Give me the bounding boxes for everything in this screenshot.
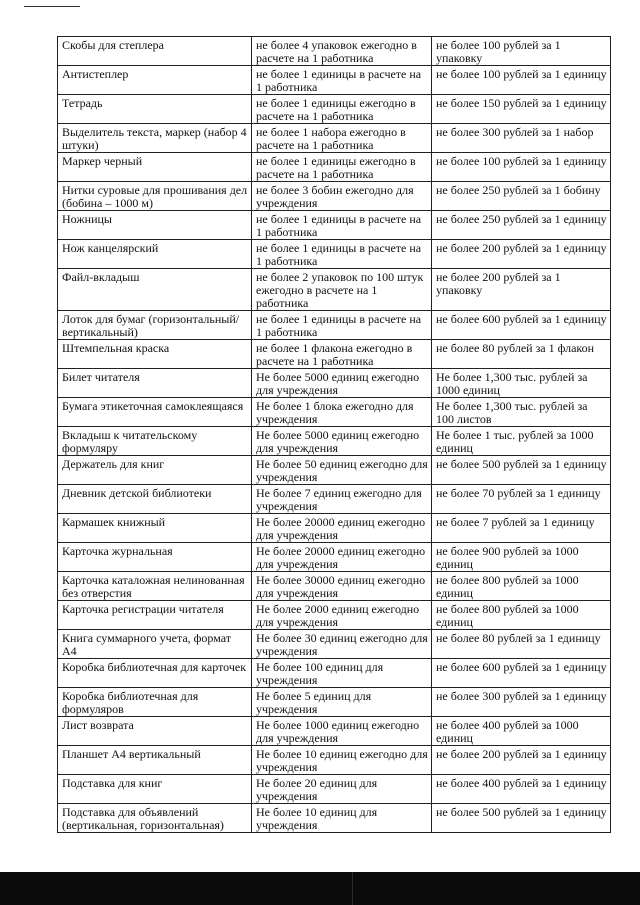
price-cell: не более 400 рублей за 1000 единиц (432, 717, 611, 746)
quantity-cell: не более 1 единицы в расчете на 1 работника (252, 240, 432, 269)
table-row (58, 269, 611, 311)
quantity-cell: не более 1 набора ежегодно в расчете на 1 работника (252, 124, 432, 153)
item-cell: Карточка каталожная нелинованная без отверстия (58, 572, 252, 601)
quantity-cell: не более 1 единицы ежегодно в расчете на 1 работника (252, 153, 432, 182)
quantity-cell: Не более 7 единиц ежегодно для учреждения (252, 485, 432, 514)
item-cell: Антистеплер (58, 66, 252, 95)
price-cell: не более 200 рублей за 1 единицу (432, 746, 611, 775)
item-cell: Подставка для объявлений (вертикальная, горизонтальная) (58, 804, 252, 833)
price-cell: не более 80 рублей за 1 флакон (432, 340, 611, 369)
price-cell: не более 500 рублей за 1 единицу (432, 456, 611, 485)
table-row (58, 514, 611, 543)
price-cell: не более 80 рублей за 1 единицу (432, 630, 611, 659)
quantity-cell: Не более 1000 единиц ежегодно для учреждения (252, 717, 432, 746)
price-cell: не более 200 рублей за 1 упаковку (432, 269, 611, 311)
price-cell: не более 200 рублей за 1 единицу (432, 240, 611, 269)
item-cell: Кармашек книжный (58, 514, 252, 543)
item-cell: Книга суммарного учета, формат А4 (58, 630, 252, 659)
item-cell: Ножницы (58, 211, 252, 240)
table-row (58, 775, 611, 804)
price-cell: не более 250 рублей за 1 единицу (432, 211, 611, 240)
table-row (58, 456, 611, 485)
price-cell: не более 600 рублей за 1 единицу (432, 311, 611, 340)
price-cell: не более 900 рублей за 1000 единиц (432, 543, 611, 572)
item-cell: Карточка журнальная (58, 543, 252, 572)
item-cell: Планшет А4 вертикальный (58, 746, 252, 775)
top-rule (24, 6, 80, 7)
table-row (58, 572, 611, 601)
price-cell: Не более 1,300 тыс. рублей за 100 листов (432, 398, 611, 427)
table-row (58, 717, 611, 746)
quantity-cell: не более 4 упаковок ежегодно в расчете на 1 работника (252, 37, 432, 66)
price-cell: не более 100 рублей за 1 единицу (432, 66, 611, 95)
item-cell: Вкладыш к читательскому формуляру (58, 427, 252, 456)
price-cell: Не более 1 тыс. рублей за 1000 единиц (432, 427, 611, 456)
price-cell: не более 800 рублей за 1000 единиц (432, 572, 611, 601)
item-cell: Держатель для книг (58, 456, 252, 485)
table-row (58, 659, 611, 688)
quantity-cell: Не более 5 единиц для учреждения (252, 688, 432, 717)
item-cell: Выделитель текста, маркер (набор 4 штуки) (58, 124, 252, 153)
item-cell: Штемпельная краска (58, 340, 252, 369)
quantity-cell: Не более 5000 единиц ежегодно для учреждения (252, 427, 432, 456)
item-cell: Маркер черный (58, 153, 252, 182)
item-cell: Лист возврата (58, 717, 252, 746)
quantity-cell: не более 2 упаковок по 100 штук ежегодно в расчете на 1 работника (252, 269, 432, 311)
price-cell: не более 300 рублей за 1 набор (432, 124, 611, 153)
table-row (58, 211, 611, 240)
table-row (58, 340, 611, 369)
item-cell: Файл-вкладыш (58, 269, 252, 311)
quantity-cell: Не более 20000 единиц ежегодно для учреждения (252, 543, 432, 572)
scan-seam (352, 872, 353, 905)
quantity-cell: Не более 50 единиц ежегодно для учреждения (252, 456, 432, 485)
table-row (58, 398, 611, 427)
table-row (58, 543, 611, 572)
item-cell: Коробка библиотечная для карточек (58, 659, 252, 688)
quantity-cell: Не более 1 блока ежегодно для учреждения (252, 398, 432, 427)
table-row (58, 311, 611, 340)
quantity-cell: Не более 10 единиц для учреждения (252, 804, 432, 833)
quantity-cell: Не более 10 единиц ежегодно для учреждения (252, 746, 432, 775)
table-row (58, 688, 611, 717)
quantity-cell: Не более 20000 единиц ежегодно для учреждения (252, 514, 432, 543)
item-cell: Нож канцелярский (58, 240, 252, 269)
quantity-cell: не более 1 единицы ежегодно в расчете на 1 работника (252, 95, 432, 124)
quantity-cell: не более 1 единицы в расчете на 1 работника (252, 311, 432, 340)
price-cell: Не более 1,300 тыс. рублей за 1000 единиц (432, 369, 611, 398)
table-row (58, 630, 611, 659)
table-row (58, 804, 611, 833)
price-cell: не более 100 рублей за 1 упаковку (432, 37, 611, 66)
quantity-cell: не более 1 флакона ежегодно в расчете на 1 работника (252, 340, 432, 369)
price-cell: не более 600 рублей за 1 единицу (432, 659, 611, 688)
table-row (58, 124, 611, 153)
quantity-cell: Не более 30000 единиц ежегодно для учреждения (252, 572, 432, 601)
price-cell: не более 70 рублей за 1 единицу (432, 485, 611, 514)
item-cell: Билет читателя (58, 369, 252, 398)
table-row (58, 66, 611, 95)
quantity-cell: Не более 20 единиц для учреждения (252, 775, 432, 804)
norms-table (57, 36, 611, 833)
table-row (58, 153, 611, 182)
item-cell: Коробка библиотечная для формуляров (58, 688, 252, 717)
item-cell: Подставка для книг (58, 775, 252, 804)
table-row (58, 369, 611, 398)
quantity-cell: не более 1 единицы в расчете на 1 работника (252, 211, 432, 240)
item-cell: Нитки суровые для прошивания дел (бобина – 1000 м) (58, 182, 252, 211)
price-cell: не более 100 рублей за 1 единицу (432, 153, 611, 182)
item-cell: Скобы для степлера (58, 37, 252, 66)
table-row (58, 182, 611, 211)
quantity-cell: Не более 30 единиц ежегодно для учреждения (252, 630, 432, 659)
price-cell: не более 400 рублей за 1 единицу (432, 775, 611, 804)
price-cell: не более 150 рублей за 1 единицу (432, 95, 611, 124)
scan-bottom-edge (0, 872, 640, 905)
item-cell: Бумага этикеточная самоклеящаяся (58, 398, 252, 427)
quantity-cell: Не более 5000 единиц ежегодно для учреждения (252, 369, 432, 398)
table-row (58, 427, 611, 456)
item-cell: Карточка регистрации читателя (58, 601, 252, 630)
price-cell: не более 800 рублей за 1000 единиц (432, 601, 611, 630)
norms-table-body (58, 37, 611, 833)
quantity-cell: не более 3 бобин ежегодно для учреждения (252, 182, 432, 211)
table-row (58, 95, 611, 124)
table-row (58, 485, 611, 514)
item-cell: Тетрадь (58, 95, 252, 124)
table-row (58, 746, 611, 775)
quantity-cell: Не более 100 единиц для учреждения (252, 659, 432, 688)
table-row (58, 240, 611, 269)
table-row (58, 37, 611, 66)
price-cell: не более 300 рублей за 1 единицу (432, 688, 611, 717)
price-cell: не более 250 рублей за 1 бобину (432, 182, 611, 211)
price-cell: не более 7 рублей за 1 единицу (432, 514, 611, 543)
table-row (58, 601, 611, 630)
quantity-cell: Не более 2000 единиц ежегодно для учреждения (252, 601, 432, 630)
quantity-cell: не более 1 единицы в расчете на 1 работника (252, 66, 432, 95)
item-cell: Дневник детской библиотеки (58, 485, 252, 514)
item-cell: Лоток для бумаг (горизонтальный/вертикальный) (58, 311, 252, 340)
price-cell: не более 500 рублей за 1 единицу (432, 804, 611, 833)
